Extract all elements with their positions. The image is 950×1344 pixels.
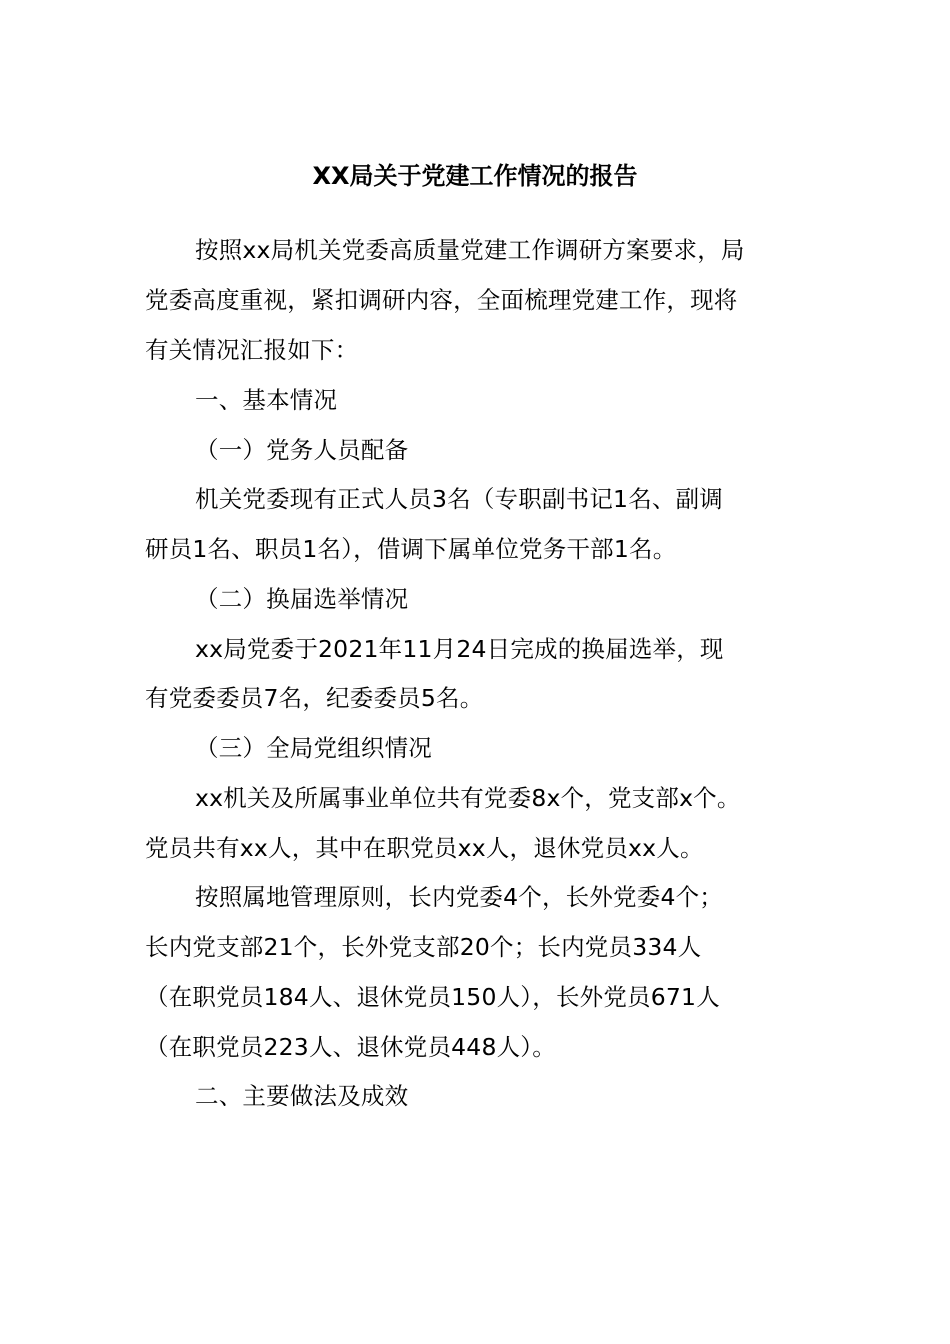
paragraph-organization-line-1: xx机关及所属事业单位共有党委8x个，党支部x个。 [195,784,741,812]
paragraph-intro-line-1: 按照xx局机关党委高质量党建工作调研方案要求，局 [195,236,745,264]
paragraph-election-line-1: xx局党委于2021年11月24日完成的换届选举，现 [195,635,724,663]
subsection-heading-3: （三）全局党组织情况 [195,734,432,762]
document-title: XX局关于党建工作情况的报告 [312,162,638,190]
paragraph-territory-line-2: 长内党支部21个，长外党支部20个；长内党员334人 [145,933,702,961]
paragraph-territory-line-4: （在职党员223人、退休党员448人）。 [145,1033,556,1061]
paragraph-staff-line-1: 机关党委现有正式人员3名（专职副书记1名、副调 [195,485,724,513]
paragraph-election-line-2: 有党委委员7名，纪委委员5名。 [145,684,484,712]
paragraph-intro-line-3: 有关情况汇报如下： [145,336,359,364]
section-heading-1: 一、基本情况 [195,386,338,414]
paragraph-territory-line-3: （在职党员184人、退休党员150人），长外党员671人 [145,983,720,1011]
subsection-heading-1: （一）党务人员配备 [195,436,409,464]
paragraph-intro-line-2: 党委高度重视，紧扣调研内容，全面梳理党建工作，现将 [145,286,738,314]
section-heading-2: 二、主要做法及成效 [195,1082,409,1110]
paragraph-territory-line-1: 按照属地管理原则，长内党委4个，长外党委4个； [195,883,724,911]
paragraph-organization-line-2: 党员共有xx人，其中在职党员xx人，退休党员xx人。 [145,834,704,862]
subsection-heading-2: （二）换届选举情况 [195,585,409,613]
paragraph-staff-line-2: 研员1名、职员1名），借调下属单位党务干部1名。 [145,535,677,563]
